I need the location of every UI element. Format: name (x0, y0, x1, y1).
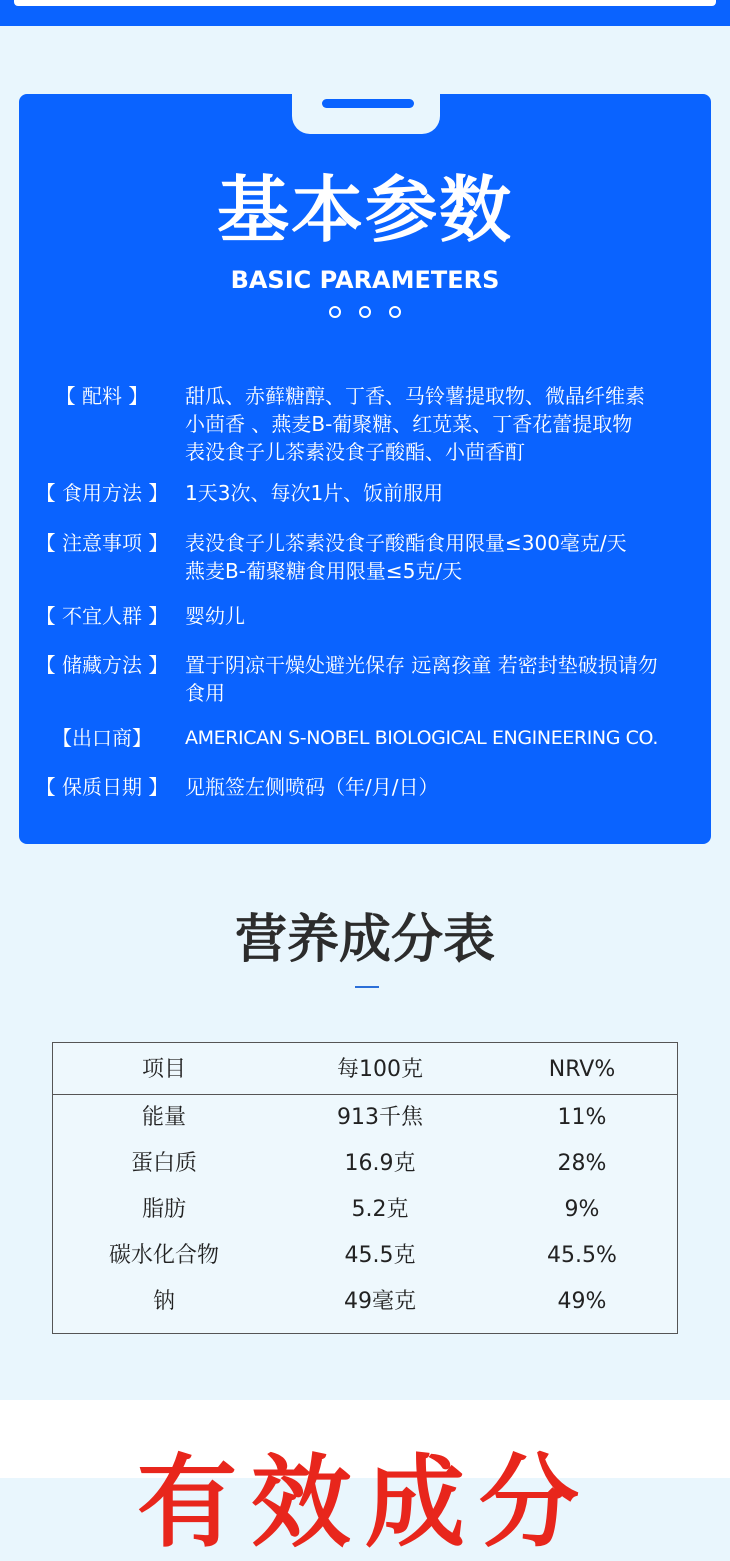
table-cell: 钠 (152, 1289, 175, 1314)
param-value (185, 479, 705, 507)
table-cell: 45.5克 (344, 1243, 416, 1268)
next-section-title: 有效成分 (137, 1444, 593, 1561)
table-cell: 913千焦 (337, 1105, 423, 1130)
param-label: 【 储藏方法 】 (35, 653, 169, 677)
param-label: 【 注意事项 】 (35, 531, 169, 555)
param-value-line: 见瓶签左侧喷码（年/月/日） (185, 775, 439, 799)
param-value-line: 甜瓜、赤藓糖醇、丁香、马铃薯提取物、微晶纤维素 (185, 384, 645, 408)
param-label: 【 食用方法 】 (35, 481, 169, 505)
param-value (185, 529, 705, 585)
table-cell: 49% (557, 1289, 607, 1314)
table-cell: 49毫克 (344, 1289, 416, 1314)
param-value-line: 置于阴凉干燥处避光保存 远离孩童 若密封垫破损请勿 (185, 653, 658, 677)
header-cell-per100g: 每100克 (337, 1057, 423, 1082)
table-cell: 11% (557, 1105, 607, 1130)
param-label: 【出口商】 (52, 726, 152, 750)
table-cell: 5.2克 (351, 1197, 409, 1222)
param-value (185, 724, 705, 752)
top-banner-panel (14, 0, 716, 6)
dot-icon (329, 306, 341, 318)
param-value (185, 773, 705, 801)
table-cell: 能量 (141, 1105, 186, 1130)
param-value (185, 651, 705, 707)
table-header (53, 1043, 677, 1095)
param-label: 【 配料 】 (55, 384, 149, 408)
table-cell: 45.5% (547, 1243, 617, 1268)
table-cell: 脂肪 (141, 1197, 186, 1222)
param-value-line: 燕麦B-葡聚糖食用限量≤5克/天 (185, 559, 463, 583)
param-value (185, 602, 705, 630)
nutrition-title: 营养成分表 (234, 910, 495, 970)
param-value (185, 382, 705, 466)
nutrition-table (52, 1042, 678, 1334)
param-value-line: 小茴香 、燕麦B-葡聚糖、红苋菜、丁香花蕾提取物 (185, 412, 633, 436)
table-cell: 9% (564, 1197, 600, 1222)
param-label: 【 保质日期 】 (35, 775, 169, 799)
table-cell: 蛋白质 (130, 1151, 197, 1176)
param-value-line: 1天3次、每次1片、饭前服用 (185, 481, 444, 505)
top-banner (0, 0, 730, 26)
param-value-line: AMERICAN S-NOBEL BIOLOGICAL ENGINEERING CO. (185, 727, 658, 749)
param-label: 【 不宜人群 】 (35, 604, 169, 628)
header-cell-nrv: NRV% (548, 1057, 616, 1082)
card-tab-bar (322, 99, 414, 108)
table-cell: 碳水化合物 (108, 1243, 219, 1268)
table-cell: 16.9克 (344, 1151, 416, 1176)
next-section (0, 1400, 730, 1561)
params-title: 基本参数 (216, 168, 513, 252)
param-value-line: 食用 (185, 681, 225, 705)
title-underline (355, 986, 379, 988)
table-cell: 28% (557, 1151, 607, 1176)
header-cell-item: 项目 (141, 1057, 186, 1082)
param-value-line: 表没食子儿茶素没食子酸酯、小茴香酊 (185, 440, 525, 464)
param-value-line: 表没食子儿茶素没食子酸酯食用限量≤300毫克/天 (185, 531, 627, 555)
param-value-line: 婴幼儿 (185, 604, 245, 628)
dot-icon (389, 306, 401, 318)
dot-icon (359, 306, 371, 318)
decorative-dots (0, 306, 730, 324)
params-subtitle: BASIC PARAMETERS (230, 266, 500, 294)
